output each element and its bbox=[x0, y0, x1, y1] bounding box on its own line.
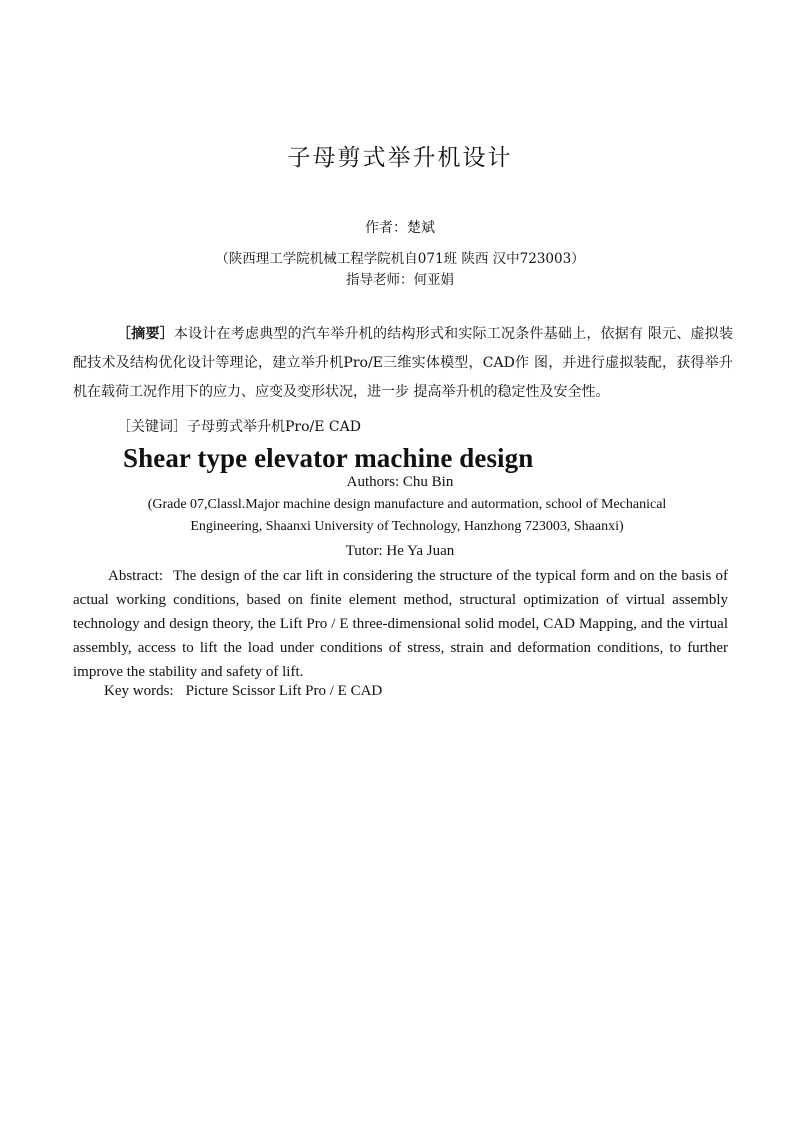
english-tutor: Tutor: He Ya Juan bbox=[345, 543, 455, 559]
chinese-keywords-label: ［关键词］ bbox=[117, 419, 187, 435]
english-affiliation-line-1: (Grade 07,Classl.Major machine design manufacture and autormation, school of Mechanical bbox=[147, 497, 667, 512]
chinese-keywords bbox=[117, 416, 717, 438]
chinese-abstract-text: 本设计在考虑典型的汽车举升机的结构形式和实际工况条件基础上，依据有 限元、虚拟装配技术及结构优化设计等理论，建立举升机Pro/E三维实体模型，CAD作 图，并进行虚拟装配，获得举升机在载荷工况作用下的应力、应变及变形状况，进一步 提高举升机的稳定性及安全性。 bbox=[73, 326, 733, 400]
english-abstract-text: The design of the car lift in considering the structure of the typical form and on the basis of actual working conditions, based on finite element method, structural optimization of virtual assembly technology and design theory, the Lift Pro / E three-dimensional solid model, CAD Mapping, and the virtual assembly, access to lift the load under conditions of stress, strain and deformation conditions, to further improve the stability and safety of lift. bbox=[73, 568, 728, 680]
english-keywords-label: Key words: bbox=[104, 683, 174, 699]
english-abstract bbox=[73, 564, 728, 684]
english-title: Shear type elevator machine design bbox=[123, 443, 534, 473]
chinese-abstract bbox=[73, 320, 733, 407]
chinese-abstract-label: ［摘要］ bbox=[117, 326, 174, 342]
chinese-title: 子母剪式举升机设计 bbox=[287, 145, 513, 171]
english-keywords-text: Picture Scissor Lift Pro / E CAD bbox=[185, 683, 383, 699]
chinese-affiliation: （陕西理工学院机械工程学院机自071班 陕西 汉中723003） bbox=[215, 251, 585, 267]
chinese-keywords-text: 子母剪式举升机Pro/E CAD bbox=[187, 419, 361, 435]
english-affiliation-line-2: Engineering, Shaanxi University of Technology, Hanzhong 723003, Shaanxi) bbox=[190, 519, 624, 534]
english-authors: Authors: Chu Bin bbox=[346, 474, 454, 490]
english-abstract-label: Abstract: bbox=[108, 568, 163, 584]
english-keywords bbox=[104, 680, 704, 702]
chinese-author: 作者：楚斌 bbox=[365, 220, 435, 236]
chinese-tutor: 指导老师：何亚娟 bbox=[346, 272, 454, 288]
english-affiliation bbox=[112, 494, 702, 538]
